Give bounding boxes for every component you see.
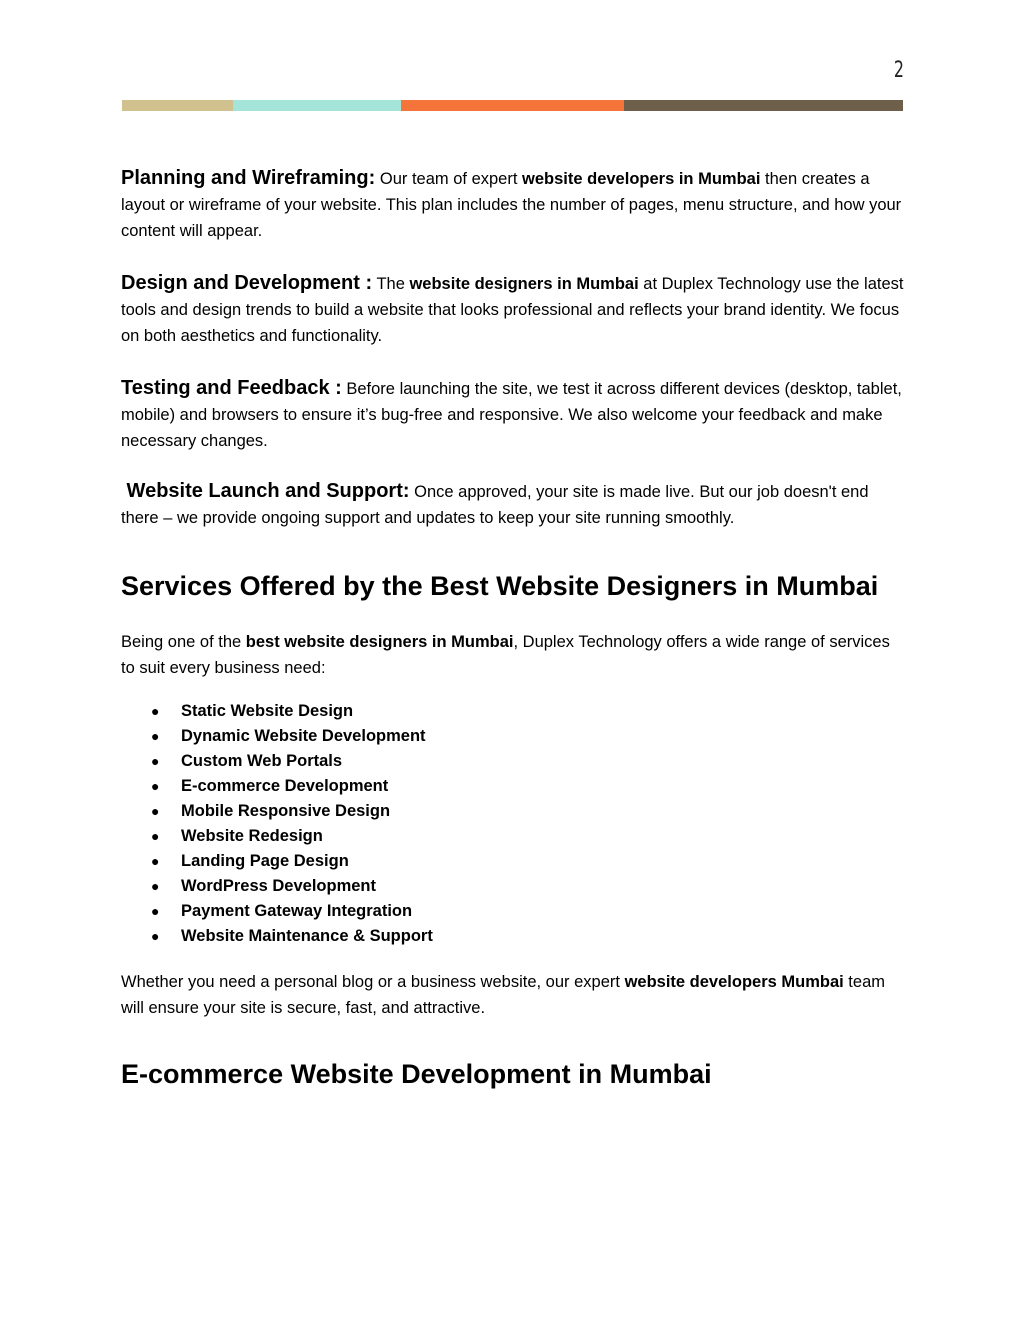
color-bar-segment-tan	[122, 100, 233, 111]
bold-keyword: website developers Mumbai	[624, 973, 844, 991]
list-item	[121, 774, 906, 799]
service-label: E-commerce Development	[181, 777, 389, 795]
list-item	[121, 874, 906, 899]
lead-launch: Website Launch and Support:	[121, 480, 410, 502]
bullet-icon: ●	[151, 703, 160, 719]
text: then creates a layout or wireframe of your website. This plan includes the number of pages, menu structure, and how your content will appear.	[121, 170, 902, 240]
text: team will ensure your site is secure, fast, and attractive.	[121, 973, 885, 1017]
text: Before launching the site, we test it across different devices (desktop, tablet, mobile) and browsers to ensure it’s bug-free and responsive. We also welcome your feedback and make necessary changes.	[121, 380, 902, 450]
text: Our team of expert	[375, 170, 523, 188]
bold-keyword: website designers in Mumbai	[409, 275, 639, 293]
page-number: 2	[893, 58, 904, 83]
header-color-bar	[122, 100, 903, 111]
bullet-icon: ●	[151, 828, 160, 844]
service-label: Dynamic Website Development	[181, 727, 426, 745]
list-item	[121, 749, 906, 774]
list-item	[121, 899, 906, 924]
bullet-icon: ●	[151, 853, 160, 869]
color-bar-segment-brown	[624, 100, 903, 111]
list-item	[121, 849, 906, 874]
service-label: Custom Web Portals	[181, 752, 343, 770]
bold-keyword: best website designers in Mumbai	[245, 633, 514, 651]
list-item	[121, 924, 906, 949]
bullet-icon: ●	[151, 928, 160, 944]
paragraph-design	[121, 270, 906, 349]
bullet-icon: ●	[151, 778, 160, 794]
service-label: Payment Gateway Integration	[181, 902, 413, 920]
paragraph-launch	[121, 478, 906, 531]
color-bar-segment-orange	[401, 100, 624, 111]
paragraph-planning	[121, 165, 906, 244]
service-label: Static Website Design	[181, 702, 354, 720]
service-label: Landing Page Design	[181, 852, 349, 870]
text: Whether you need a personal blog or a business website, our expert	[121, 973, 625, 991]
text: The	[372, 275, 410, 293]
list-item	[121, 799, 906, 824]
list-item	[121, 824, 906, 849]
service-label: Website Redesign	[181, 827, 323, 845]
bullet-icon: ●	[151, 728, 160, 744]
list-item	[121, 724, 906, 749]
lead-testing: Testing and Feedback :	[121, 377, 342, 399]
bullet-icon: ●	[151, 753, 160, 769]
text: Being one of the	[121, 633, 246, 651]
lead-design: Design and Development :	[121, 272, 373, 294]
bullet-icon: ●	[151, 903, 160, 919]
list-item	[121, 699, 906, 724]
text: at Duplex Technology use the latest tools and design trends to build a website that looks professional and reflects your brand identity. We focus on both aesthetics and functionality.	[121, 275, 904, 345]
text: Once approved, your site is made live. But our job doesn't end there – we provide ongoing support and updates to keep your site running smoothly.	[121, 483, 869, 527]
text: , Duplex Technology offers a wide range of services to suit every business need:	[121, 633, 890, 677]
service-label: Mobile Responsive Design	[181, 802, 391, 820]
service-label: Website Maintenance & Support	[181, 927, 433, 945]
bold-keyword: website developers in Mumbai	[522, 170, 761, 188]
bullet-icon: ●	[151, 878, 160, 894]
color-bar-segment-aqua	[233, 100, 401, 111]
bullet-icon: ●	[151, 803, 160, 819]
heading-services: Services Offered by the Best Website Designers in Mumbai	[121, 571, 879, 601]
paragraph-services-closing	[121, 969, 906, 1021]
paragraph-testing	[121, 375, 906, 454]
services-list	[121, 699, 906, 949]
lead-planning: Planning and Wireframing:	[121, 167, 376, 189]
service-label: WordPress Development	[181, 877, 377, 895]
document-body	[121, 165, 906, 1093]
paragraph-services-intro	[121, 629, 906, 681]
heading-ecommerce: E-commerce Website Development in Mumbai	[121, 1059, 712, 1089]
